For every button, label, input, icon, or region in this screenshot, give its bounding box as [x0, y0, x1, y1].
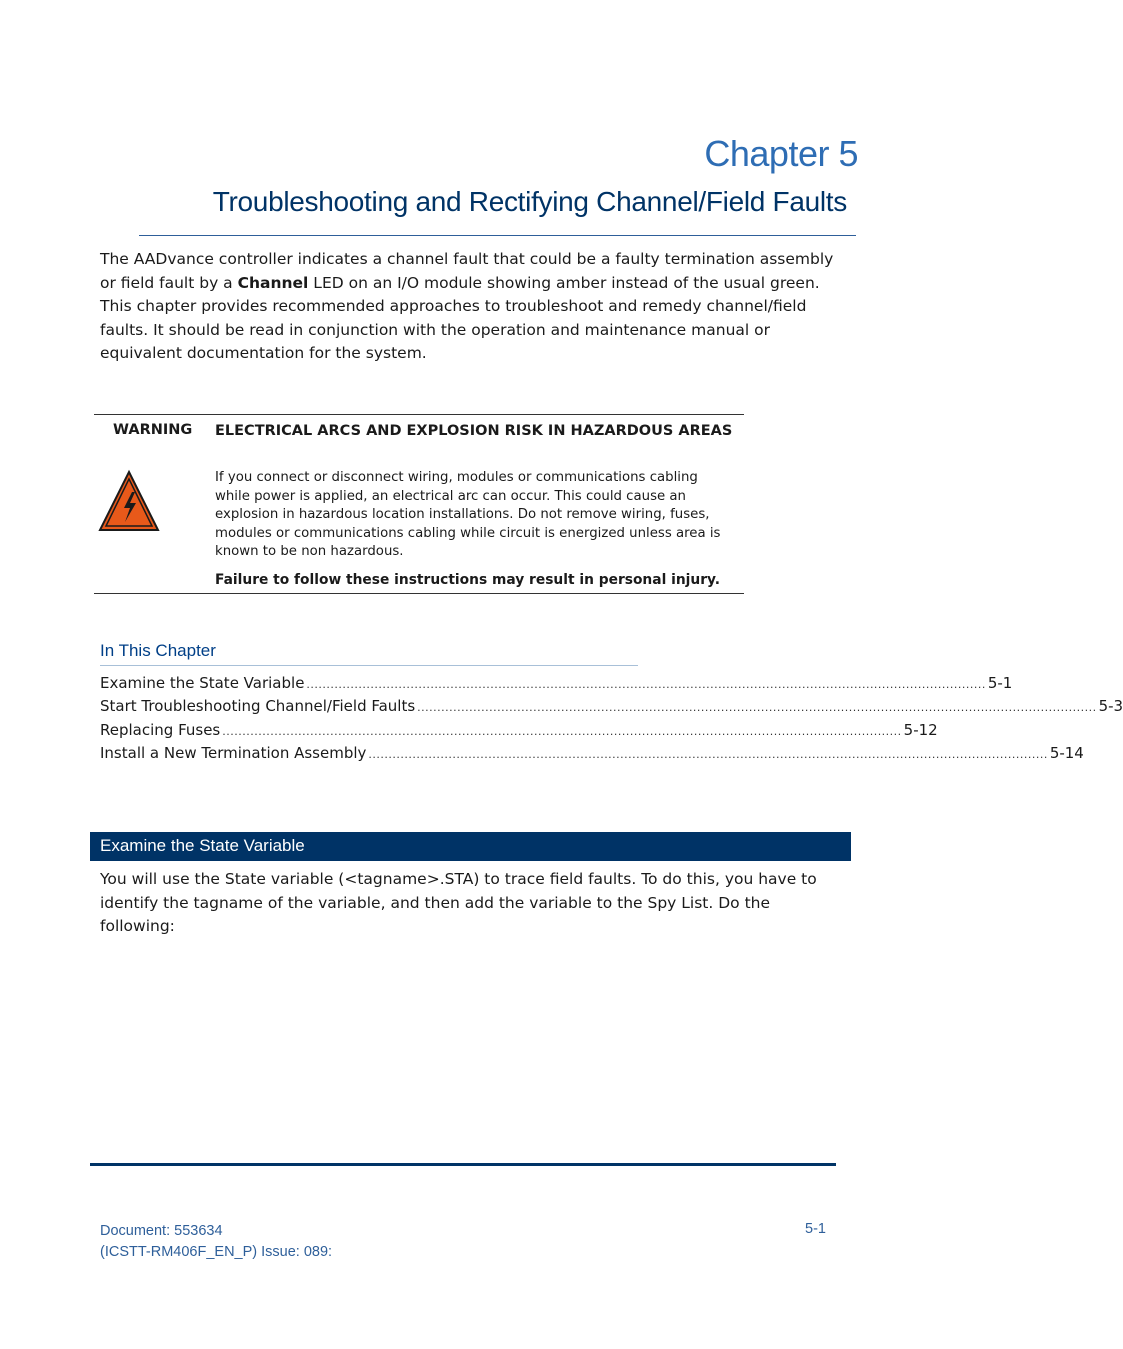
section-paragraph: You will use the State variable (<tagname>.STA) to trace field faults. To do this, you have to identify the tagname of the variable, and then add the variable to the Spy List. Do the following:	[100, 870, 817, 935]
toc-entry-examine-state-variable[interactable]	[100, 674, 1013, 697]
toc-entry-install-termination-assembly[interactable]	[100, 743, 1084, 767]
toc-heading: In This Chapter	[100, 641, 216, 660]
warning-label: WARNING	[113, 422, 193, 438]
toc-entry-page: 5-14	[1049, 743, 1084, 762]
toc-entry-label: Examine the State Variable	[100, 674, 305, 692]
footer-document-number: Document: 553634	[100, 1223, 223, 1239]
toc-leader-dots: ..........................................................................................................................................................................	[222, 724, 902, 738]
toc-entry-replacing-fuses[interactable]	[100, 720, 938, 744]
warning-heading: ELECTRICAL ARCS AND EXPLOSION RISK IN HAZARDOUS AREAS	[215, 423, 733, 439]
table-of-contents	[100, 674, 1123, 767]
toc-entry-page: 5-1	[987, 674, 1013, 692]
toc-leader-dots: ..........................................................................................................................................................................	[368, 747, 1048, 761]
footer-divider	[90, 1163, 836, 1166]
toc-entry-label: Start Troubleshooting Channel/Field Faults	[100, 697, 416, 716]
toc-leader-dots: ..........................................................................................................................................................................	[417, 701, 1097, 715]
toc-divider	[100, 665, 638, 666]
chapter-title: Troubleshooting and Rectifying Channel/Field Faults	[212, 186, 847, 217]
high-voltage-warning-icon	[98, 470, 160, 532]
toc-entry-label: Install a New Termination Assembly	[100, 743, 367, 762]
intro-paragraph: The AADvance controller indicates a channel fault that could be a faulty termination assembly or field fault by a Channel LED on an I/O module showing amber instead of the usual green. This chapter provides recommended approaches to troubleshoot and remedy channel/field faults. It should be read in conjunction with the operation and maintenance manual or equivalent documentation for the system.	[100, 250, 834, 362]
warning-top-rule	[94, 414, 744, 415]
channel-emphasis: Channel	[237, 273, 309, 292]
warning-failure-note: Failure to follow these instructions may result in personal injury.	[215, 572, 720, 588]
toc-leader-dots: ..........................................................................................................................................................................	[306, 678, 986, 691]
warning-bottom-rule	[94, 593, 744, 594]
section-title: Examine the State Variable	[100, 836, 305, 855]
toc-entry-label: Replacing Fuses	[100, 720, 221, 739]
footer-issue: (ICSTT-RM406F_EN_P) Issue: 089:	[100, 1244, 333, 1260]
toc-entry-page: 5-3	[1098, 697, 1123, 716]
warning-body: If you connect or disconnect wiring, modules or communications cabling while power is applied, an electrical arc can occur. This could cause an explosion in hazardous location installations. Do not remove wiring, fuses, modules or communications cabling while circuit is energized unless area is known to be non hazardous.	[215, 470, 721, 560]
title-divider	[139, 235, 856, 236]
toc-entry-page: 5-12	[903, 720, 938, 739]
footer-page-number: 5-1	[805, 1221, 826, 1237]
chapter-number: Chapter 5	[704, 133, 858, 174]
toc-entry-start-troubleshooting[interactable]	[100, 697, 1123, 720]
footer-document-info	[100, 1221, 332, 1263]
